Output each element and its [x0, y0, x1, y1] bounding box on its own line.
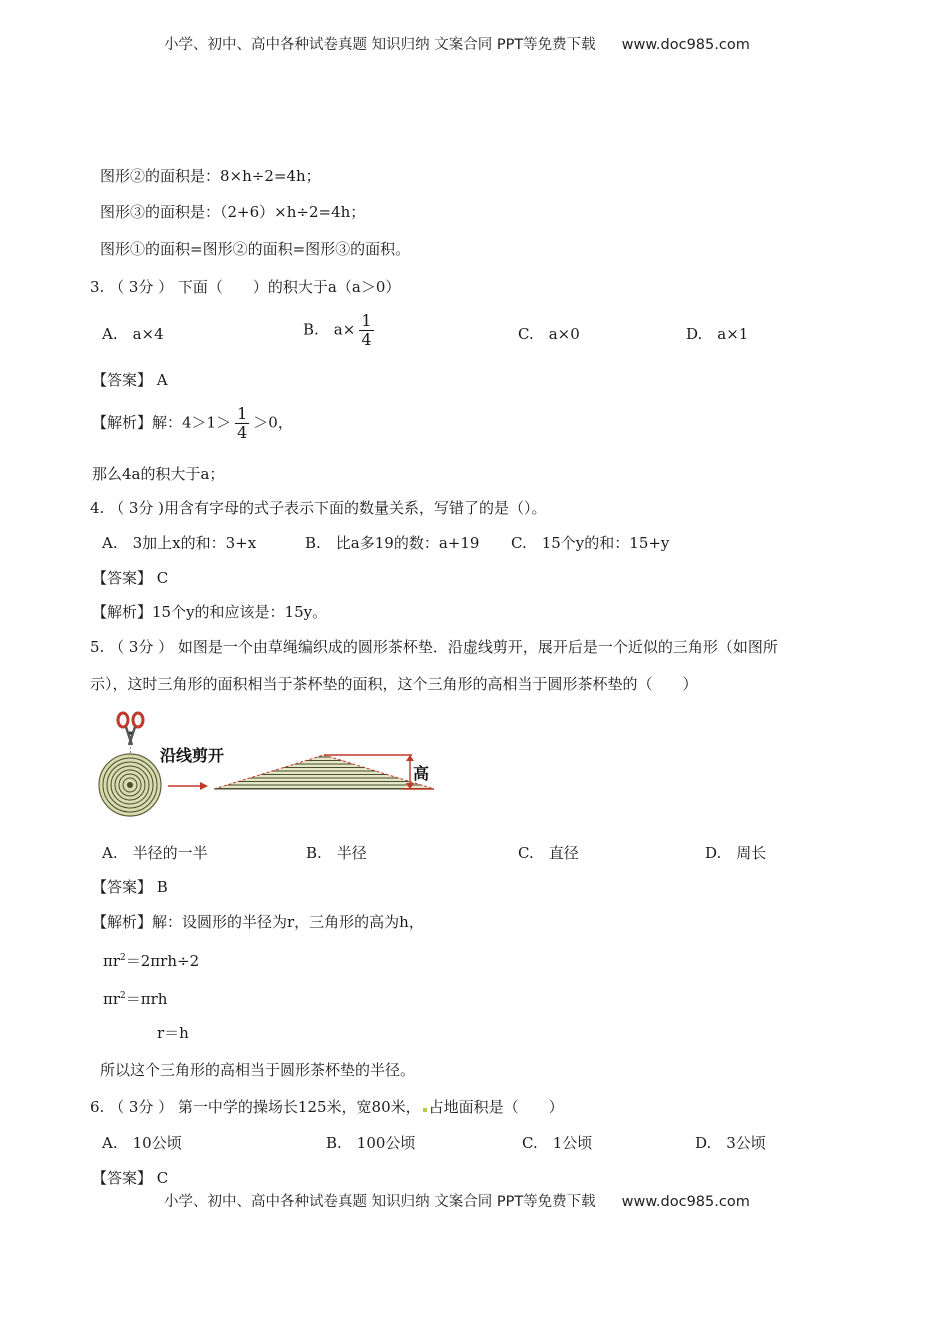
q4-option-a: A. 3加上x的和：3+x	[102, 534, 257, 552]
q6-answer: 【答案】 C	[92, 1169, 169, 1187]
q4-answer: 【答案】 C	[92, 569, 169, 587]
q3-option-d: D. a×1	[686, 325, 749, 343]
q6-option-a: A. 10公顷	[102, 1134, 182, 1152]
eq2-right: ＝πrh	[125, 990, 168, 1008]
q6-option-b: B. 100公顷	[326, 1134, 416, 1152]
q3-analysis-line-2: 那么4a的积大于a；	[92, 465, 225, 483]
eq2-exponent: 2	[120, 991, 126, 1001]
q4-option-b: B. 比a多19的数：a+19	[305, 534, 480, 552]
q6-stem	[90, 1097, 564, 1117]
fraction-denominator: 4	[361, 330, 372, 349]
intro-line-1: 图形②的面积是：8×h÷2=4h；	[100, 167, 321, 185]
q5-option-d: D. 周长	[705, 844, 767, 862]
q4-analysis: 【解析】15个y的和应该是：15y。	[92, 603, 328, 621]
eq1-exponent: 2	[120, 953, 126, 963]
q4-option-c: C. 15个y的和：15+y	[511, 534, 670, 552]
q3-analysis	[92, 405, 293, 442]
q3-analysis-fraction	[235, 405, 249, 442]
eq2-left: πr	[103, 990, 121, 1008]
footer-site[interactable]: www.doc985.com	[621, 1194, 750, 1210]
q5-equation-3: r＝h	[157, 1024, 189, 1042]
fraction-numerator: 1	[361, 311, 372, 330]
q5-option-c: C. 直径	[518, 844, 579, 862]
eq1-right: ＝2πrh÷2	[125, 952, 200, 970]
q6-option-c: C. 1公顷	[522, 1134, 593, 1152]
q5-conclusion: 所以这个三角形的高相当于圆形茶杯垫的半径。	[100, 1061, 416, 1079]
intro-line-2: 图形③的面积是：（2+6）×h÷2=4h；	[100, 203, 366, 221]
q5-answer: 【答案】 B	[92, 878, 168, 896]
q5-equation-2	[103, 986, 167, 1009]
q3-option-b	[303, 312, 378, 349]
header-site[interactable]: www.doc985.com	[621, 37, 750, 53]
scissors-icon	[118, 713, 143, 745]
unrolled-triangle	[212, 753, 438, 791]
q3-option-b-fraction	[359, 312, 373, 349]
q5-analysis: 【解析】解：设圆形的半径为r，三角形的高为h，	[92, 913, 424, 931]
q3-answer: 【答案】 A	[92, 371, 168, 389]
figure-cut-label: 沿线剪开	[160, 746, 225, 765]
eq1-left: πr	[103, 952, 121, 970]
q3-analysis-suffix: ＞0，	[253, 413, 293, 432]
marker-dot	[423, 1108, 427, 1112]
q3-option-b-label: B. a×	[303, 320, 356, 339]
coaster-icon	[99, 754, 161, 816]
page-footer	[164, 1190, 750, 1211]
fraction-denominator: 4	[237, 423, 248, 442]
q5-option-b: B. 半径	[306, 844, 367, 862]
q6-option-d: D. 3公顷	[695, 1134, 766, 1152]
q6-stem-suffix: 占地面积是（ ）	[428, 1098, 564, 1116]
q5-figure-svg	[92, 707, 440, 817]
intro-line-3: 图形①的面积=图形②的面积=图形③的面积。	[100, 240, 411, 258]
q4-stem: 4. （ 3分 )用含有字母的式子表示下面的数量关系，写错了的是（）。	[90, 499, 547, 517]
q5-stem-line-2: 示），这时三角形的面积相当于茶杯垫的面积，这个三角形的高相当于圆形茶杯垫的（ ）	[90, 675, 698, 693]
q3-stem: 3. （ 3分 ） 下面（ ）的积大于a（a＞0）	[90, 278, 401, 296]
right-arrow-icon	[168, 782, 208, 790]
q5-equation-1	[103, 948, 199, 971]
q6-stem-prefix: 6. （ 3分 ） 第一中学的操场长125米，宽80米，	[90, 1098, 421, 1116]
footer-text: 小学、初中、高中各种试卷真题 知识归纳 文案合同 PPT等免费下载	[164, 1194, 596, 1210]
q3-option-c: C. a×0	[518, 325, 580, 343]
header-text: 小学、初中、高中各种试卷真题 知识归纳 文案合同 PPT等免费下载	[164, 37, 596, 53]
figure-height-label: 高	[413, 764, 430, 783]
q3-analysis-prefix: 【解析】解：4＞1＞	[92, 413, 232, 432]
q5-figure	[92, 707, 440, 817]
q3-option-a: A. a×4	[102, 325, 164, 343]
q5-stem-line-1: 5. （ 3分 ） 如图是一个由草绳编织成的圆形茶杯垫．沿虚线剪开，展开后是一个近似的三角形（如图所	[90, 638, 778, 656]
page-header	[164, 33, 750, 54]
q5-option-a: A. 半径的一半	[102, 844, 208, 862]
fraction-numerator: 1	[237, 404, 248, 423]
